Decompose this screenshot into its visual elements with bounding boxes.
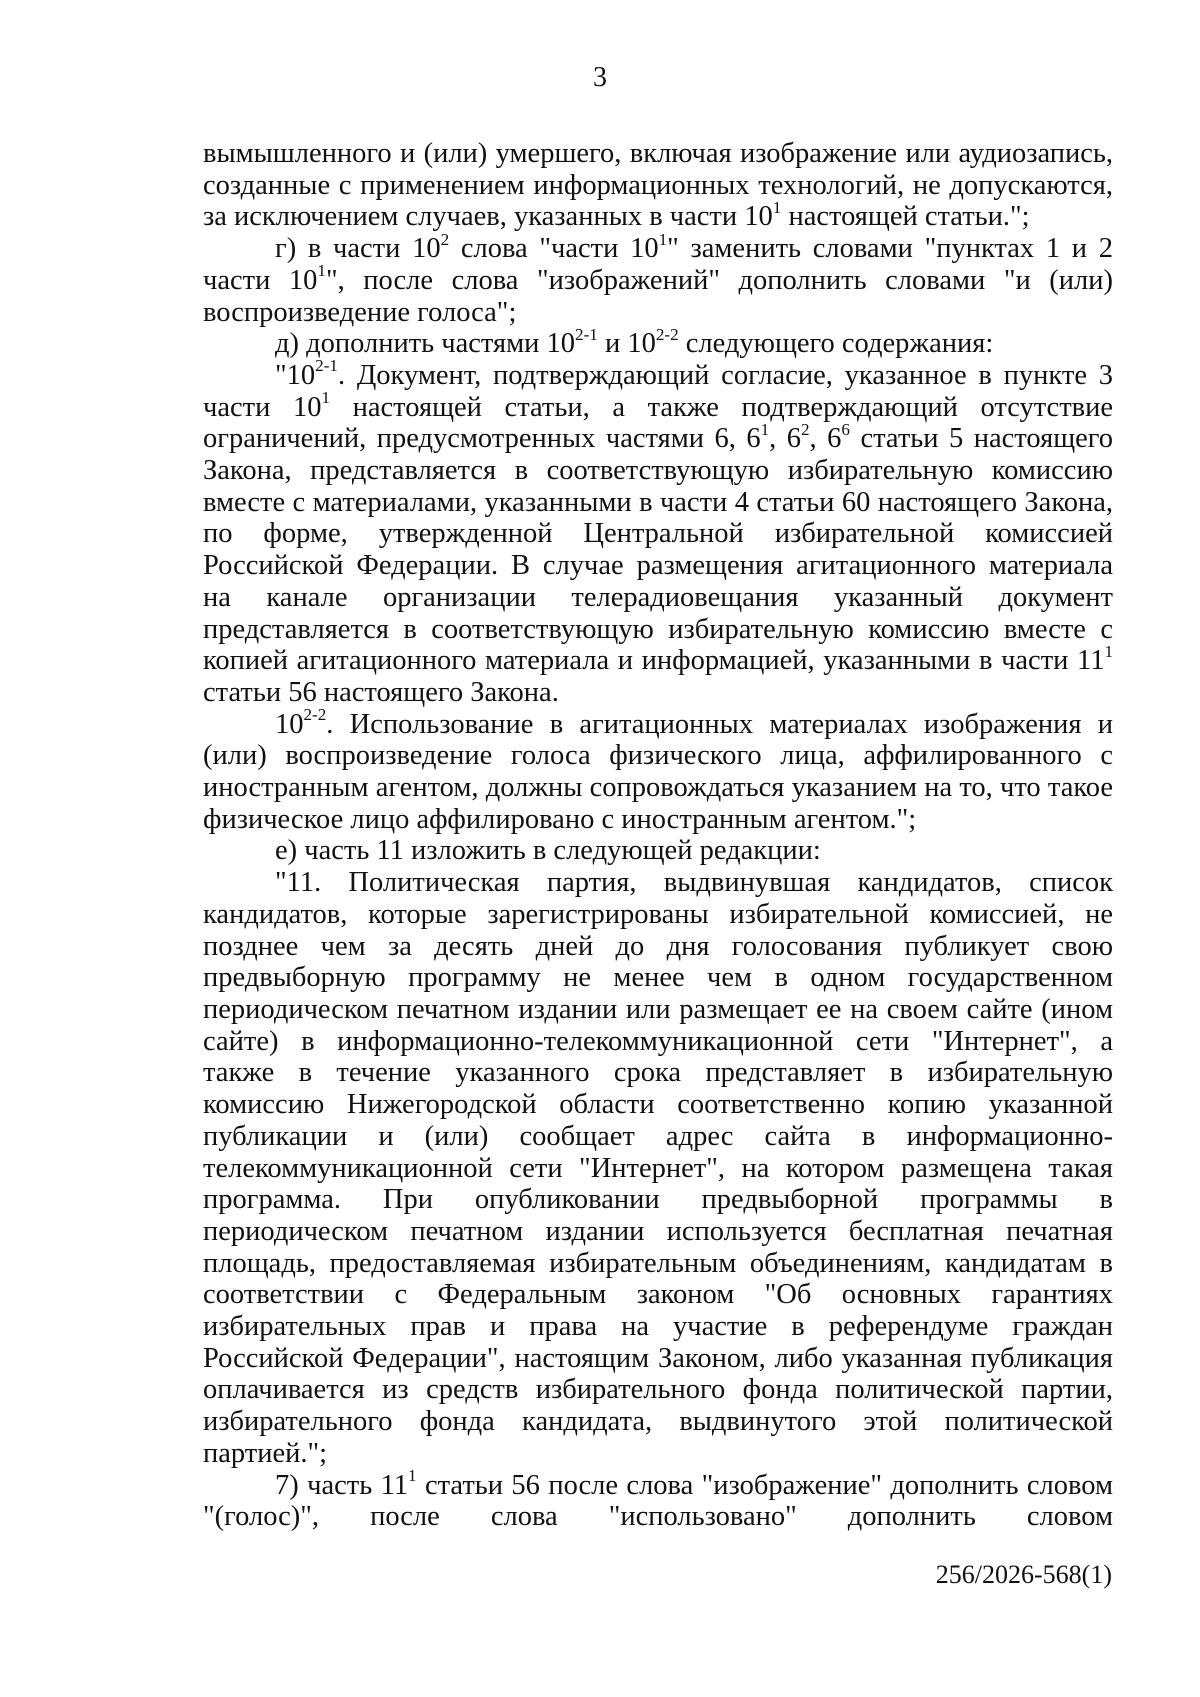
paragraph	[203, 1465, 1113, 1533]
text-segment: "10	[275, 359, 316, 391]
paragraph	[203, 229, 1114, 328]
text-segment: "11. Политическая партия, выдвинувшая кандидатов, список кандидатов, которые зарегистрированы избирательной комиссией, не позднее чем за десять дней до дня голосования публикует свою предвыборную программу не менее чем в одном государственном периодическом печатном издании или размещает ее на своем сайте (ином сайте) в информационно-телекоммуникационной сети "Интернет", а также в течение указанного срока представляет в избирательную комиссию Нижегородской области соответственно копию указанной публикации и (или) сообщает адрес сайта в информационно-телекоммуникационной сети "Интернет", на котором размещена такая программа. При опубликовании предвыборной программы в периодическом печатном издании используется бесплатная печатная площадь, предоставляемая избирательным объединениям, кандидатам в соответствии с Федеральным законом "Об основных гарантиях избирательных прав и права на участие в референдуме граждан Российской Федерации", настоящим Законом, либо указанная публикация оплачивается из средств избирательного фонда политической партии, избирательного фонда кандидата, выдвинутого этой политической партией.";	[203, 867, 1113, 1469]
superscript-index: 2-2	[303, 705, 327, 725]
superscript-index: 1	[1104, 641, 1113, 661]
text-segment: , 6	[809, 423, 842, 455]
superscript-index: 1	[321, 388, 331, 408]
text-segment: , 6	[769, 423, 801, 455]
document-body	[203, 138, 1113, 1533]
superscript-index: 2	[801, 419, 810, 439]
text-segment: и 10	[597, 328, 656, 360]
text-segment: . Документ, подтверждающий согласие, указанное в пункте 3 части 10	[203, 359, 1113, 423]
text-segment: д) дополнить частями 10	[275, 328, 576, 360]
paragraph	[203, 835, 1113, 867]
text-segment: статьи 56 настоящего Закона.	[203, 676, 559, 708]
superscript-index: 2-1	[315, 356, 338, 376]
superscript-index: 1	[760, 419, 770, 439]
page-number: 3	[593, 62, 607, 93]
superscript-index: 6	[841, 419, 850, 439]
text-segment: статьи 56 после слова "изображение" дополнить словом "(голос)", после слова "использовано" дополнить словом	[203, 1469, 1113, 1533]
text-segment: ", после слова "изображений" дополнить словами "и (или) воспроизведение голоса";	[203, 264, 1113, 328]
superscript-index: 2-1	[575, 324, 598, 344]
superscript-index: 1	[658, 229, 668, 249]
superscript-index: 1	[772, 197, 782, 217]
superscript-index: 2-2	[655, 324, 679, 344]
paragraph	[203, 138, 1113, 233]
paragraph	[203, 867, 1113, 1469]
superscript-index: 2	[440, 229, 450, 249]
text-segment: 10	[275, 708, 304, 740]
text-segment: е) часть 11 изложить в следующей редакции:	[275, 835, 821, 867]
text-segment: " заменить словами "пунктах 1 и 2 части 10	[203, 233, 1114, 296]
text-segment: . Использование в агитационных материалах изображения и (или) воспроизведение голоса физического лица, аффилированного с иностранным агентом, должны сопровождаться указанием на то, что такое физическое лицо аффилировано с иностранным агентом.";	[203, 708, 1113, 835]
text-segment: настоящей статьи, а также подтверждающий отсутствие ограничений, предусмотренных частями 6, 6	[203, 391, 1114, 455]
superscript-index: 1	[408, 1465, 417, 1485]
paragraph	[203, 705, 1113, 836]
paragraph	[203, 324, 1113, 360]
text-segment: 7) часть 11	[275, 1469, 409, 1501]
text-segment: настоящей статьи.";	[781, 201, 1030, 233]
text-segment: следующего содержания:	[678, 328, 994, 360]
paragraph	[203, 356, 1114, 709]
superscript-index: 1	[317, 261, 326, 281]
text-segment: вымышленного и (или) умершего, включая изображение или аудиозапись, созданные с применением информационных технологий, не допускаются, за исключением случаев, указанных в части 10	[203, 138, 1113, 233]
document-code: 256/2026-568(1)	[935, 1560, 1112, 1589]
text-segment: статьи 5 настоящего Закона, представляется в соответствующую избирательную комиссию вместе с материалами, указанными в части 4 статьи 60 настоящего Закона, по форме, утвержденной Центральной избирательной комиссией Российской Федерации. В случае размещения агитационного материала на канале организации телерадиовещания указанный документ представляется в соответствующую избирательную комиссию вместе с копией агитационного материала и информацией, указанными в части 11	[203, 423, 1114, 677]
text-segment: слова "части 10	[449, 233, 659, 265]
text-segment: г) в части 10	[275, 233, 441, 265]
